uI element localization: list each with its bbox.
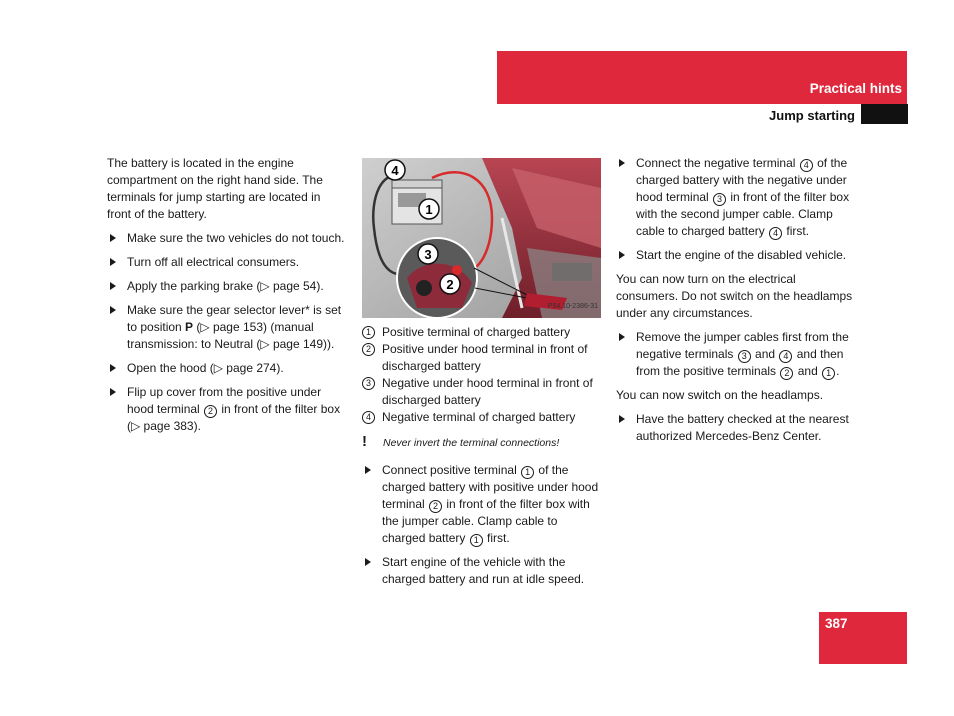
callout-number: 2 — [362, 343, 375, 356]
bullet-arrow-icon — [619, 159, 625, 167]
bullet-arrow-icon — [619, 251, 625, 259]
callout-4 — [385, 160, 405, 180]
bullet-arrow-icon — [365, 466, 371, 474]
svg-text:4: 4 — [391, 163, 399, 178]
legend-item: 2 Positive under hood terminal in front of discharged battery — [362, 341, 602, 375]
instruction-step: Start engine of the vehicle with the charged battery and run at idle speed. — [362, 554, 602, 588]
instruction-step: Have the battery checked at the nearest authorized Mercedes-Benz Center. — [616, 411, 856, 445]
bullet-arrow-icon — [619, 333, 625, 341]
callout-number: 2 — [204, 405, 217, 418]
callout-number: 4 — [362, 411, 375, 424]
callout-2 — [440, 274, 460, 294]
callout-1 — [419, 199, 439, 219]
callout-number: 1 — [521, 466, 534, 479]
subsection-title: Jump starting — [769, 108, 855, 123]
info-paragraph: You can now turn on the electrical consumers. Do not switch on the headlamps under any circumstances. — [616, 272, 853, 320]
column-2 — [362, 155, 602, 595]
figure-code: P54.10-2386-31 — [547, 303, 598, 310]
callout-number: 2 — [429, 500, 442, 513]
callout-number: 3 — [738, 350, 751, 363]
page-number: 387 — [825, 616, 848, 631]
column-1 — [107, 155, 345, 442]
bullet-arrow-icon — [110, 234, 116, 242]
instruction-step: Make sure the two vehicles do not touch. — [107, 230, 345, 247]
callout-number: 4 — [769, 227, 782, 240]
section-title: Practical hints — [809, 81, 902, 96]
callout-number: 3 — [362, 377, 375, 390]
instruction-step: Apply the parking brake (▷ page 54). — [107, 278, 345, 295]
column-3 — [616, 155, 856, 452]
callout-number: 2 — [780, 367, 793, 380]
svg-text:1: 1 — [425, 202, 433, 217]
bullet-arrow-icon — [110, 388, 116, 396]
callout-number: 4 — [779, 350, 792, 363]
gear-position: P — [185, 320, 194, 334]
svg-text:2: 2 — [446, 277, 454, 292]
callout-number: 3 — [713, 193, 726, 206]
bullet-arrow-icon — [110, 258, 116, 266]
instruction-step: Connect the negative terminal 4 of the charged battery with the negative under hood terminal 3 in front of the filter box with the second jumper cable. Clamp cable to charged battery 4 first. — [616, 155, 856, 240]
jump-start-figure — [362, 158, 601, 318]
bullet-arrow-icon — [110, 282, 116, 290]
callout-number: 1 — [822, 367, 835, 380]
bullet-arrow-icon — [619, 415, 625, 423]
battery-illustration — [362, 158, 601, 318]
instruction-step: Open the hood (▷ page 274). — [107, 360, 345, 377]
bullet-arrow-icon — [365, 558, 371, 566]
header-tab-marker — [861, 104, 908, 124]
legend-item: 3 Negative under hood terminal in front of discharged battery — [362, 375, 602, 409]
bullet-arrow-icon — [110, 364, 116, 372]
legend-item: 4 Negative terminal of charged battery — [362, 409, 602, 426]
callout-number: 4 — [800, 159, 813, 172]
instruction-step: Remove the jumper cables first from the negative terminals 3 and 4 and then from the positive terminals 2 and 1 . — [616, 329, 856, 380]
callout-number: 1 — [470, 534, 483, 547]
legend-item: 1 Positive terminal of charged battery — [362, 324, 602, 341]
instruction-step: Connect positive terminal 1 of the charged battery with positive under hood terminal 2 in front of the filter box with the jumper cable. Clamp cable to charged battery 1 first. — [362, 462, 602, 547]
warning-icon: ! — [362, 433, 367, 450]
instruction-step: Start the engine of the disabled vehicle. — [616, 247, 856, 264]
callout-3 — [418, 244, 438, 264]
intro-paragraph: The battery is located in the engine compartment on the right hand side. The terminals for jump starting are located in front of the battery. — [107, 156, 323, 221]
bullet-arrow-icon — [110, 306, 116, 314]
instruction-step: Make sure the gear selector lever* is set to position P (▷ page 153) (manual transmission: to Neutral (▷ page 149)). — [107, 302, 345, 353]
warning-note: ! Never invert the terminal connections! — [362, 433, 560, 450]
svg-text:3: 3 — [424, 247, 432, 262]
callout-number: 1 — [362, 326, 375, 339]
instruction-step: Flip up cover from the positive under hood terminal 2 in front of the filter box (▷ page 383). — [107, 384, 345, 435]
info-paragraph: You can now switch on the headlamps. — [616, 388, 824, 402]
instruction-step: Turn off all electrical consumers. — [107, 254, 345, 271]
